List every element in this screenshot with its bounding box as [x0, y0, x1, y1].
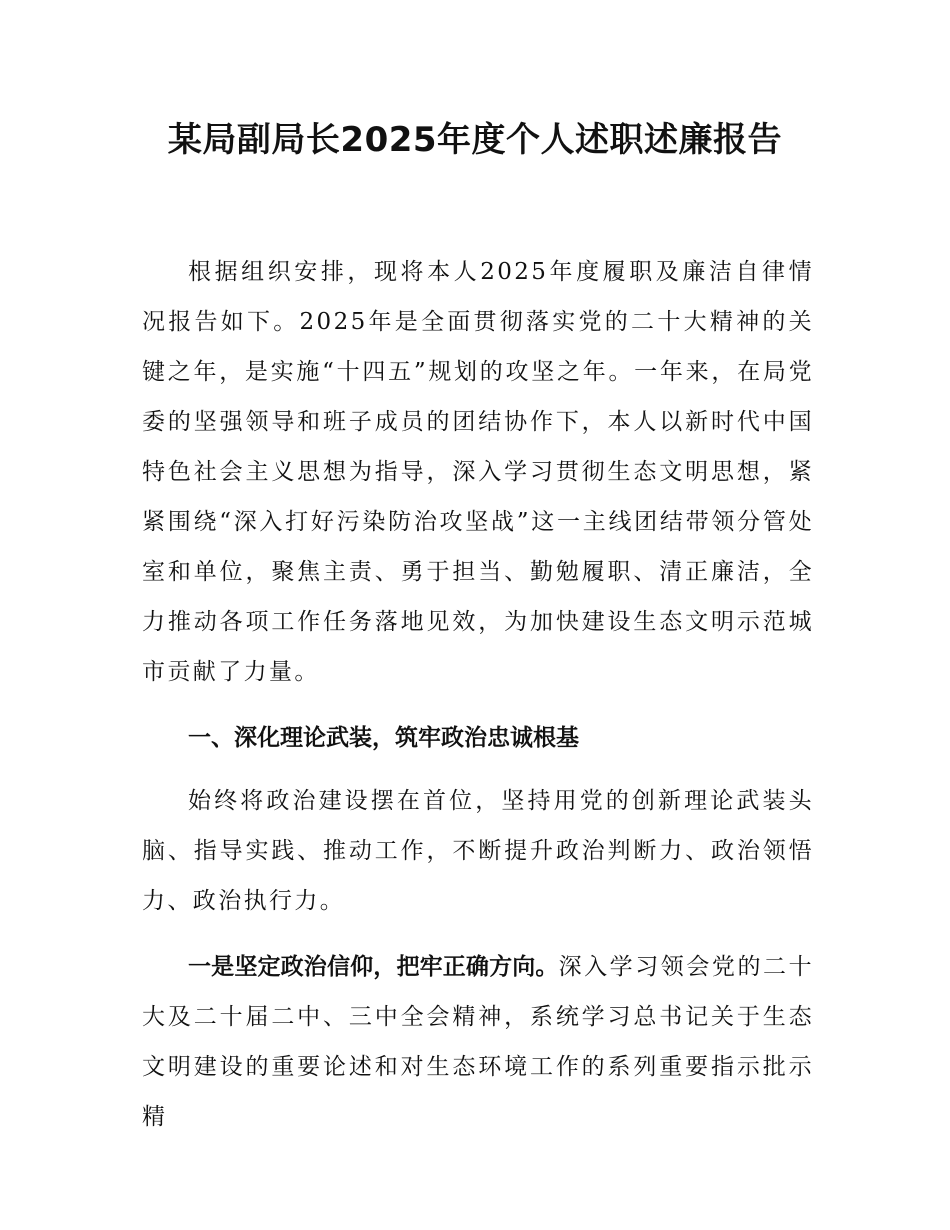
item1-lead-sentence: 一是坚定政治信仰，把牢正确方向。: [188, 954, 559, 980]
document-title: 某局副局长2025年度个人述职述廉报告: [167, 120, 783, 160]
intro-paragraph: 根据组织安排，现将本人2025年度履职及廉洁自律情况报告如下。2025年是全面贯彻落实党的二十大精神的关键之年，是实施“十四五”规划的攻坚之年。一年来，在局党委的坚强领导和班子成员的团结协作下，本人以新时代中国特色社会主义思想为指导，深入学习贯彻生态文明思想，紧紧围绕“深入打好污染防治攻坚战”这一主线团结带领分管处室和单位，聚焦主责、勇于担当、勤勉履职、清正廉洁，全力推动各项工作任务落地见效，为加快建设生态文明示范城市贡献了力量。: [142, 259, 814, 685]
section1-paragraph: 始终将政治建设摆在首位，坚持用党的创新理论武装头脑、指导实践、推动工作，不断提升政治判断力、政治领悟力、政治执行力。: [142, 788, 814, 914]
section-heading-1: 一、深化理论武装，筑牢政治忠诚根基: [188, 725, 579, 751]
section1-item1-paragraph: [142, 942, 814, 1142]
item1-text: 深入学习领会党的二十大及二十届二中、三中全会精神，系统学习总书记关于生态文明建设的重要论述和对生态环境工作的系列重要指示批示精: [142, 954, 815, 1130]
